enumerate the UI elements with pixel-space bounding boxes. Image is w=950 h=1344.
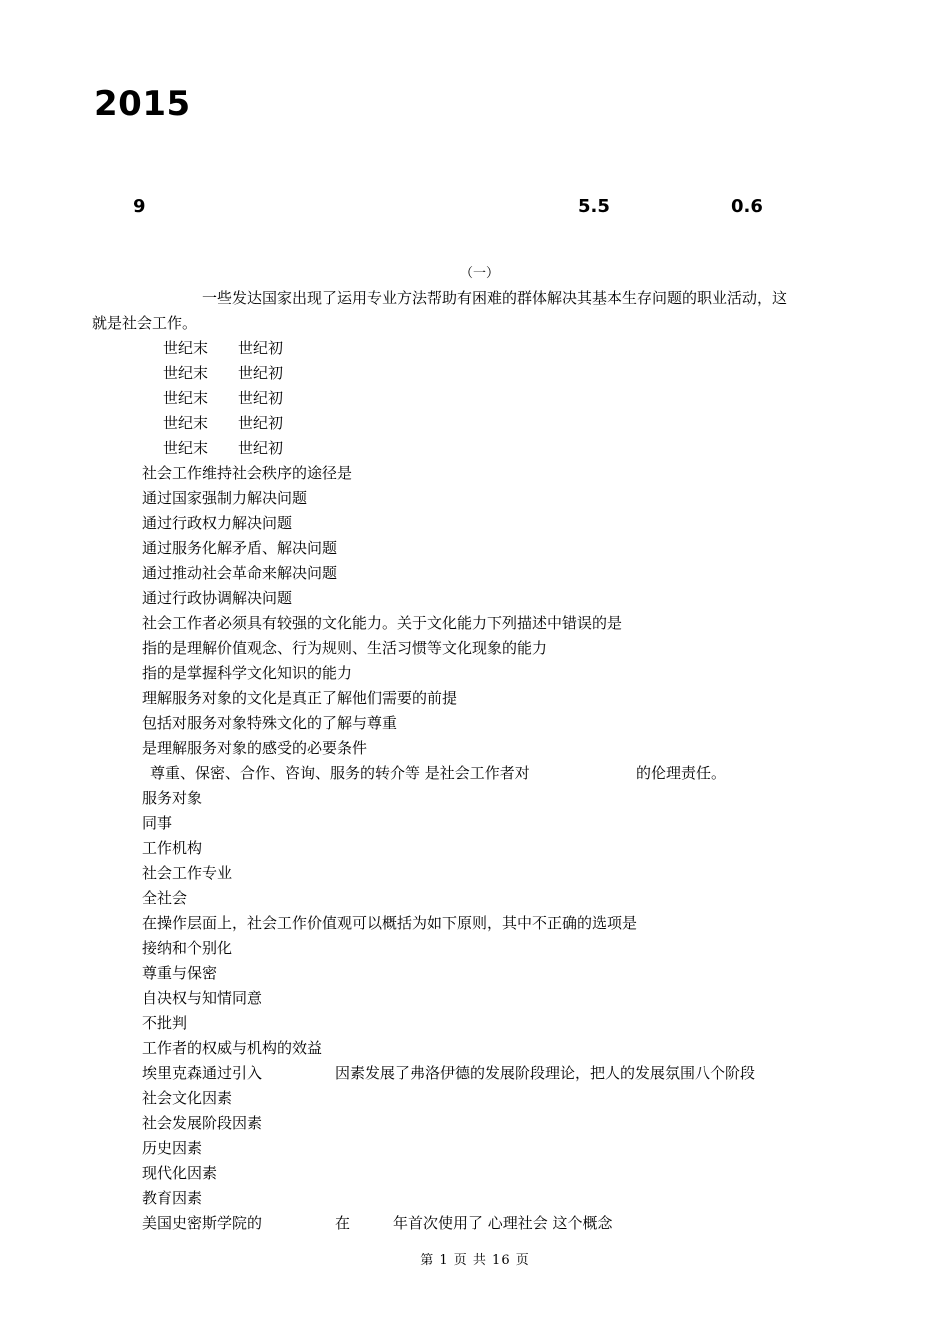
answer-option: 全社会 [142, 889, 188, 907]
answer-option: 通过行政协调解决问题 [142, 589, 293, 607]
century-option-a: 世纪末 [163, 389, 209, 407]
century-option [163, 388, 283, 408]
answer-option: 现代化因素 [142, 1164, 218, 1182]
answer-option: 接纳和个别化 [142, 939, 233, 957]
century-option [163, 363, 283, 383]
answer-option: 是理解服务对象的感受的必要条件 [142, 739, 368, 757]
header-number-left: 9 [133, 196, 146, 217]
question-stem-part-2: 的伦理责任。 [636, 764, 727, 782]
answer-option: 工作者的权威与机构的效益 [142, 1039, 323, 1057]
century-option-a: 世纪末 [163, 414, 209, 432]
answer-option: 服务对象 [142, 789, 203, 807]
intro-line-2: 就是社会工作。 [92, 314, 198, 332]
century-option-a: 世纪末 [163, 339, 209, 357]
century-option-a: 世纪末 [163, 439, 209, 457]
question-stem-part-2: 在 [335, 1214, 351, 1232]
answer-option: 通过服务化解矛盾、解决问题 [142, 539, 338, 557]
question-stem: 社会工作者必须具有较强的文化能力。关于文化能力下列描述中错误的是 [142, 614, 623, 632]
century-option [163, 438, 283, 458]
answer-option: 不批判 [142, 1014, 188, 1032]
intro-line-1: 一些发达国家出现了运用专业方法帮助有困难的群体解决其基本生存问题的职业活动，这 [202, 289, 788, 307]
answer-option: 自决权与知情同意 [142, 989, 263, 1007]
answer-option: 通过行政权力解决问题 [142, 514, 293, 532]
section-label: （一） [460, 266, 500, 281]
answer-option: 历史因素 [142, 1139, 203, 1157]
question-stem-part-2: 因素发展了弗洛伊德的发展阶段理论，把人的发展氛围八个阶段 [335, 1064, 756, 1082]
century-option-b: 世纪初 [238, 339, 284, 357]
answer-option: 教育因素 [142, 1189, 203, 1207]
century-option-b: 世纪初 [238, 439, 284, 457]
answer-option: 社会发展阶段因素 [142, 1114, 263, 1132]
answer-option: 通过国家强制力解决问题 [142, 489, 308, 507]
century-option-a: 世纪末 [163, 364, 209, 382]
question-stem-part-1: 埃里克森通过引入 [142, 1064, 263, 1082]
answer-option: 尊重与保密 [142, 964, 218, 982]
answer-option: 社会文化因素 [142, 1089, 233, 1107]
page-footer: 第 1 页 共 16 页 [420, 1253, 530, 1268]
answer-option: 社会工作专业 [142, 864, 233, 882]
answer-option: 同事 [142, 814, 173, 832]
question-stem: 在操作层面上，社会工作价值观可以概括为如下原则，其中不正确的选项是 [142, 914, 638, 932]
header-number-mid: 5.5 [578, 196, 610, 217]
header-number-right: 0.6 [731, 196, 763, 217]
doc-year: 2015 [94, 84, 191, 124]
answer-option: 包括对服务对象特殊文化的了解与尊重 [142, 714, 398, 732]
century-option-b: 世纪初 [238, 364, 284, 382]
answer-option: 理解服务对象的文化是真正了解他们需要的前提 [142, 689, 458, 707]
century-option [163, 338, 283, 358]
answer-option: 指的是理解价值观念、行为规则、生活习惯等文化现象的能力 [142, 639, 548, 657]
century-option-b: 世纪初 [238, 389, 284, 407]
century-option-b: 世纪初 [238, 414, 284, 432]
century-option [163, 413, 283, 433]
question-stem-part-1: 美国史密斯学院的 [142, 1214, 263, 1232]
question-stem-part-3: 年首次使用了 心理社会 这个概念 [393, 1214, 613, 1232]
question-stem-part-1: 尊重、保密、合作、咨询、服务的转介等 是社会工作者对 [150, 764, 530, 782]
answer-option: 通过推动社会革命来解决问题 [142, 564, 338, 582]
question-stem: 社会工作维持社会秩序的途径是 [142, 464, 353, 482]
answer-option: 指的是掌握科学文化知识的能力 [142, 664, 353, 682]
answer-option: 工作机构 [142, 839, 203, 857]
